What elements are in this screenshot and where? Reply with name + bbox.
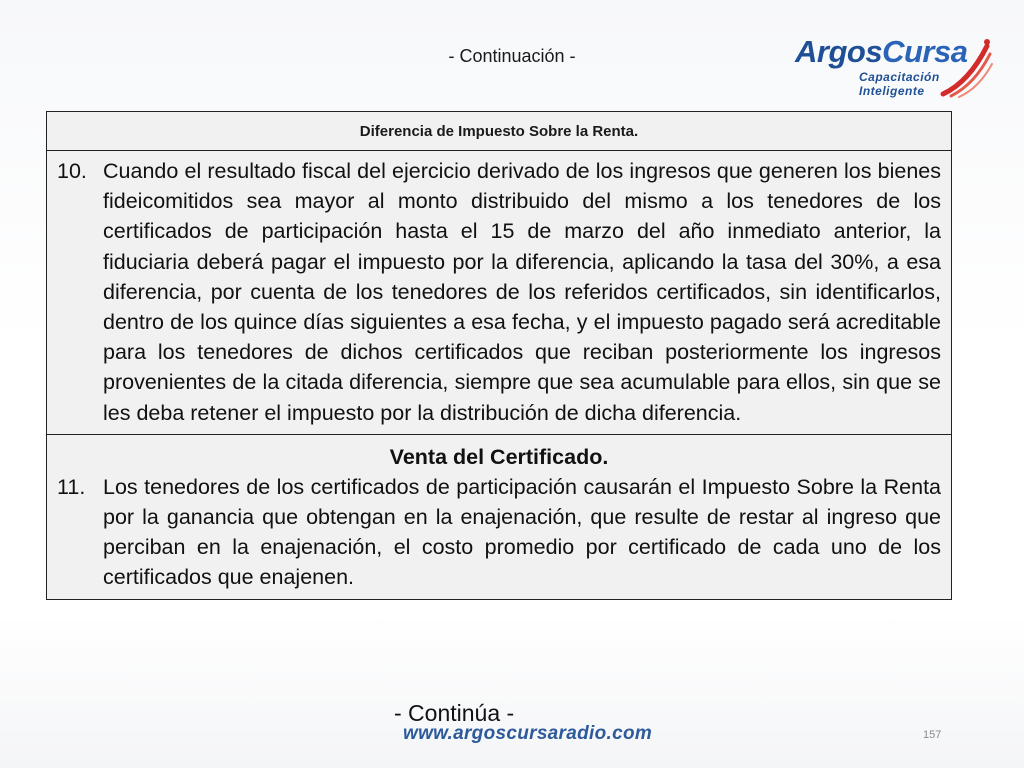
item-11 [57,472,941,593]
content-table [46,111,952,600]
continuation-heading: - Continuación - [448,46,576,66]
item-10-text: Cuando el resultado fiscal del ejercicio derivado de los ingresos que generen los bienes fideicomitidos sea mayor al monto distribuido del mismo a los tenedores de los certificados de participación hasta el 15 de marzo del año inmediato anterior, la fiduciaria deberá pagar el impuesto por la diferencia, aplicando la tasa del 30%, a esa diferencia, por cuenta de los tenedores de los referidos certificados, sin identificarlos, dentro de los quince días siguientes a esa fecha, y el impuesto pagado será acreditable para los tenedores de dichos certificados que reciban posteriormente los ingresos provenientes de la citada diferencia, siempre que sea acumulable para ellos, sin que se les deba retener el impuesto por la distribución de dicha diferencia. [103,159,941,425]
item-10-cell [47,151,951,435]
page-number: 157 [923,729,942,741]
section-title: Venta del Certificado. [389,444,609,469]
item-11-cell [47,435,951,599]
footer-url-link[interactable]: www.argoscursaradio.com [403,723,653,744]
item-11-number: 11. [57,474,86,499]
argoscursa-logo [795,30,995,96]
logo-swoosh-icon [935,36,993,98]
item-11-text: Los tenedores de los certificados de participación causarán el Impuesto Sobre la Renta por la ganancia que obtengan en la enajenación, que resulte de restar al ingreso que perciban en la enajenación, el costo promedio por certificado de cada uno de los certificados que enajenen. [103,474,941,590]
item-10 [57,156,941,428]
continues-label: - Continúa - [394,700,515,726]
logo-brand-part1: Argos [795,34,883,69]
logo-tagline-line2: Inteligente [859,84,925,98]
logo-brand-part2: Cursa [882,34,968,69]
table-header: Diferencia de Impuesto Sobre la Renta. [47,112,951,151]
logo-tagline-line1: Capacitación [859,70,940,84]
item-10-number: 10. [57,159,87,183]
